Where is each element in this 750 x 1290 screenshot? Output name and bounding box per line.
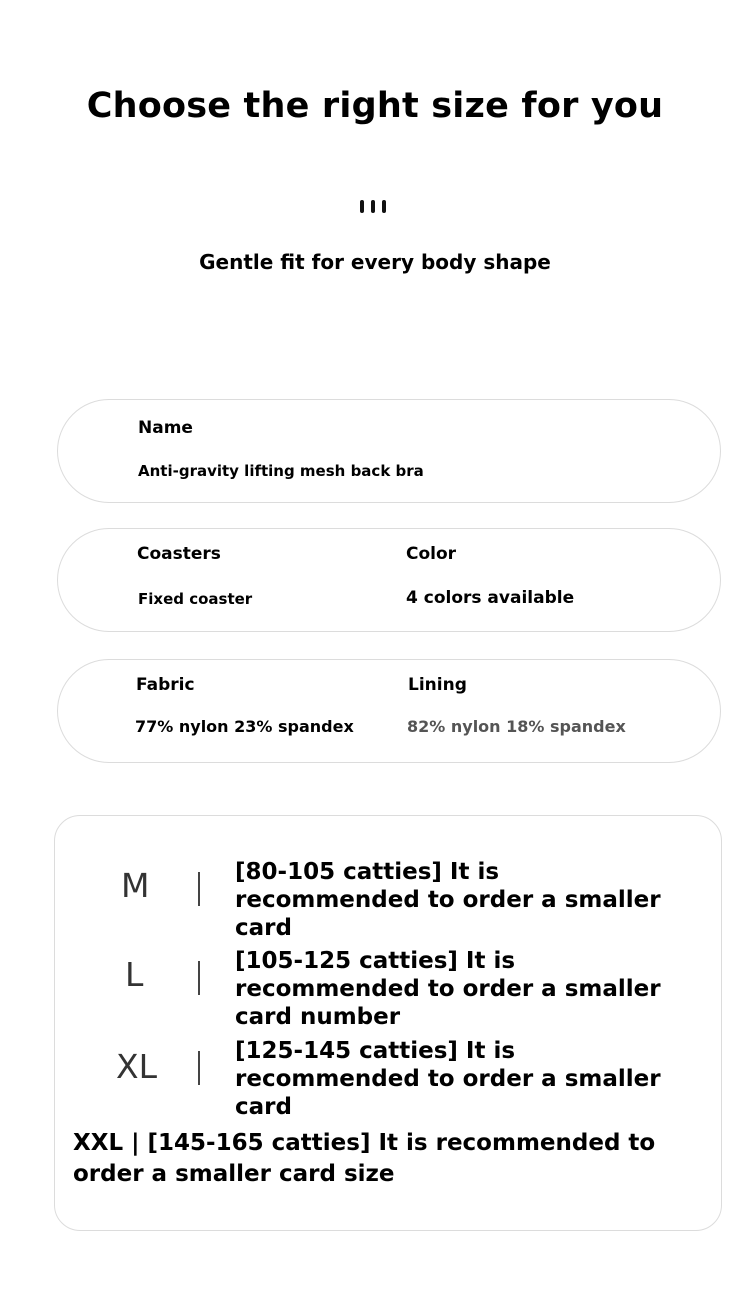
color-label: Color [406,544,457,564]
size-description: [105-125 catties] It is recommended to order a smaller card number [235,948,661,1030]
separator [198,961,200,995]
lining-label: Lining [408,675,467,695]
coasters-value: Fixed coaster [138,590,253,608]
page-subtitle: Gentle fit for every body shape [199,250,551,274]
separator [198,872,200,906]
size-row [55,1037,721,1120]
xxl-size-description: XXL | [145-165 catties] It is recommended to order a smaller card size [73,1130,656,1187]
fabric-label: Fabric [136,675,195,695]
size-row [55,947,721,1030]
coasters-label: Coasters [137,544,221,564]
coasters-color-card [57,528,721,632]
name-value: Anti-gravity lifting mesh back bra [138,462,424,480]
size-guide [54,815,722,1231]
size-label: M [121,866,150,905]
name-label: Name [138,418,193,438]
divider-dots-icon [360,200,386,213]
name-card [57,399,721,503]
size-row [55,858,721,941]
size-label: L [125,955,144,994]
dot [360,200,364,213]
fabric-value: 77% nylon 23% spandex [135,717,354,736]
size-label: XL [116,1047,157,1086]
page-title: Choose the right size for you [86,86,664,126]
fabric-lining-card [57,659,721,763]
size-description: [125-145 catties] It is recommended to order a smaller card [235,1038,661,1120]
dot [382,200,386,213]
lining-value: 82% nylon 18% spandex [407,717,626,736]
dot [371,200,375,213]
color-value: 4 colors available [406,588,575,608]
size-description: [80-105 catties] It is recommended to order a smaller card [235,859,661,941]
separator [198,1051,200,1085]
